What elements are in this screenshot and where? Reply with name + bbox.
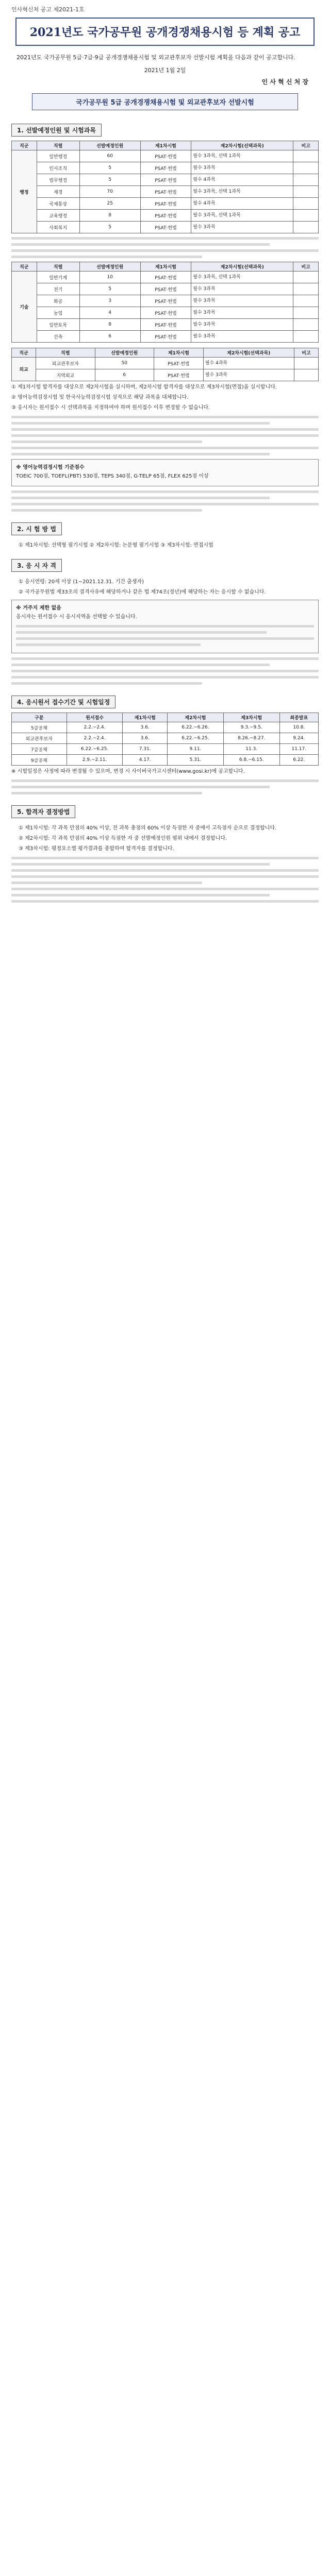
notice-number: 인사혁신처 공고 제2021-1호: [11, 6, 85, 13]
table-row: 인사조직 5 PSAT·헌법 필수 3과목: [12, 162, 319, 174]
english-score-box: [11, 459, 319, 486]
table-row: 7급공채 6.22.~6.25. 7.31. 9.11. 11.3. 11.17.: [12, 744, 319, 755]
box-text: TOEIC 700점, TOEFL(PBT) 530점, TEPS 340점, G-TELP 65점, FLEX 625점 이상: [16, 473, 209, 479]
text-lines: [11, 490, 319, 512]
table-row: 재경 70 PSAT·헌법 필수 3과목, 선택 1과목: [12, 186, 319, 198]
table-row: 농업 4 PSAT·헌법 필수 3과목: [12, 307, 319, 319]
table-row: 9급공채 2.9.~2.11. 4.17. 5.31. 6.8.~6.15. 6.22.: [12, 755, 319, 766]
exam-method-text: ① 제1차시험: 선택형 필기시험 ② 제2차시험: 논문형 필기시험 ③ 제3차시험: 면접시험: [19, 543, 213, 548]
text-lines: [11, 416, 319, 455]
table-row: 전기 5 PSAT·헌법 필수 3과목: [12, 283, 319, 295]
box-text: 응시자는 원서접수 시 응시지역을 선택할 수 있습니다.: [16, 614, 137, 620]
pass-rule-3: ③ 제3차시험: 평정요소별 평가결과를 종합하여 합격자를 결정합니다.: [19, 846, 174, 852]
page-title: 2021년도 국가공무원 공개경쟁채용시험 등 계획 공고: [29, 26, 301, 39]
text-lines: [11, 657, 319, 685]
eligibility-text: ① 응시연령: 20세 이상 (1~2021.12.31. 기간 출생자): [19, 579, 144, 585]
text-lines: [11, 237, 319, 258]
selection-table-diplomat: 직군 직렬 선발예정인원 제1차시험 제2차시험(선택과목) 비고 외교 외교관후보자 50 PSAT·헌법 필수 4과목 지역외교 6 PSAT·헌법 필수 3과목: [11, 348, 319, 381]
table-row: 지역외교 6 PSAT·헌법 필수 3과목: [12, 369, 319, 381]
table-row: 5급공채 2.2.~2.4. 3.6. 6.22.~6.26. 9.3.~9.5. 10.8.: [12, 722, 319, 733]
table-row: 기술 일반기계 10 PSAT·헌법 필수 3과목, 선택 1과목: [12, 272, 319, 283]
text-lines: [11, 779, 319, 794]
title-box: [15, 18, 315, 46]
table-row: 일반토목 8 PSAT·헌법 필수 3과목: [12, 319, 319, 331]
note-3: ③ 응시자는 원서접수 시 선택과목을 지정하여야 하며 원서접수 이후 변경할 수 없습니다.: [11, 405, 210, 411]
col-series: 직렬: [37, 141, 79, 150]
exam-subtitle: 국가공무원 5급 공개경쟁채용시험 및 외교관후보자 선발시험: [32, 93, 298, 110]
note-2: ② 영어능력검정시험 및 한국사능력검정시험 성적으로 해당 과목을 대체합니다.: [11, 395, 189, 400]
table-row: 국제통상 25 PSAT·헌법 필수 4과목: [12, 198, 319, 210]
selection-table-tech: 직군 직렬 선발예정인원 제1차시험 제2차시험(선택과목) 비고 기술 일반기계 10 PSAT·헌법 필수 3과목, 선택 1과목 전기 5 PSAT·헌법 필수 3과목 화공 3 PSAT·헌법 필수 3과목 농업 4 PSAT·헌법 필수 3과목 일반토목 8 PSAT·헌법 필수 3과목 건축 6 PSAT·헌법 필수 3과목: [11, 262, 319, 343]
issuing-org: 인 사 혁 신 처 장: [261, 78, 308, 86]
section-heading-5: 5. 합격자 결정방법: [11, 805, 75, 818]
section-heading-2: 2. 시 험 방 법: [11, 522, 62, 535]
section-heading-3: 3. 응 시 자 격: [11, 559, 62, 572]
col-group: 직군: [12, 141, 37, 150]
col-count: 선발예정인원: [79, 141, 140, 150]
pass-rule-1: ① 제1차시험: 각 과목 만점의 40% 이상, 전 과목 총점의 60% 이상 득점한 자 중에서 고득점자 순으로 결정합니다.: [19, 825, 277, 831]
table-row: 화공 3 PSAT·헌법 필수 3과목: [12, 295, 319, 307]
col-first-exam: 제1차시험: [140, 141, 191, 150]
note-1: ① 제1차시험 합격자를 대상으로 제2차시험을 실시하며, 제2차시험 합격자를 대상으로 제3차시험(면접)을 실시합니다.: [11, 384, 277, 390]
notice-date: 2021년 1월 2일: [144, 67, 186, 74]
table-row: 법무행정 5 PSAT·헌법 필수 4과목: [12, 174, 319, 186]
table-row: 교육행정 8 PSAT·헌법 필수 3과목, 선택 1과목: [12, 210, 319, 222]
pass-rule-2: ② 제2차시험: 각 과목 만점의 40% 이상 득점한 자 중 선발예정인원 범위 내에서 결정합니다.: [19, 836, 227, 841]
table-row: 외교관후보자 2.2.~2.4. 3.6. 6.22.~6.25. 8.26.~8.27. 9.24.: [12, 733, 319, 744]
box-title: ※ 영어능력검정시험 기준점수: [16, 465, 85, 470]
section-heading-4: 4. 응시원서 접수기간 및 시험일정: [11, 696, 116, 708]
eligibility-text-2: ② 국가공무원법 제33조의 결격사유에 해당하거나 같은 법 제74조(정년)에 해당하는 자는 응시할 수 없습니다.: [19, 589, 266, 595]
box-title: ※ 거주지 제한 없음: [16, 605, 61, 611]
table-row: 외교 외교관후보자 50 PSAT·헌법 필수 4과목: [12, 358, 319, 369]
table-row: 건축 6 PSAT·헌법 필수 3과목: [12, 331, 319, 343]
selection-table-admin: [11, 141, 319, 233]
intro-text: 2021년도 국가공무원 5급·7급·9급 공개경쟁채용시험 및 외교관후보자 선발시험 계획을 다음과 같이 공고합니다.: [16, 54, 295, 61]
table-row: 행정 일반행정 60 PSAT·헌법 필수 3과목, 선택 1과목: [12, 150, 319, 162]
text-lines: [11, 857, 319, 903]
residence-box: [11, 600, 319, 653]
col-second-exam: 제2차시험(선택과목): [191, 141, 293, 150]
section-heading-1: 1. 선발예정인원 및 시험과목: [11, 124, 102, 137]
col-remarks: 비고: [293, 141, 319, 150]
schedule-table: 구분 원서접수 제1차시험 제2차시험 제3차시험 최종발표 5급공채 2.2.~2.4. 3.6. 6.22.~6.26. 9.3.~9.5. 10.8. 외교관후보자 2.2.~2.4. 3.6. 6.22.~6.25. 8.26.~8.27. 9.24. 7급공채 6.22.~6.25. 7.31. 9.11. 11.3. 11.17. 9급공채 2.9.~2.11. 4.17. 5.31. 6.8.~6.15. 6.22.: [11, 713, 319, 766]
table-row: 사회복지 5 PSAT·헌법 필수 3과목: [12, 222, 319, 233]
schedule-note: ※ 시험일정은 사정에 따라 변경될 수 있으며, 변경 시 사이버국가고시센터(www.gosi.kr)에 공고합니다.: [11, 769, 245, 774]
